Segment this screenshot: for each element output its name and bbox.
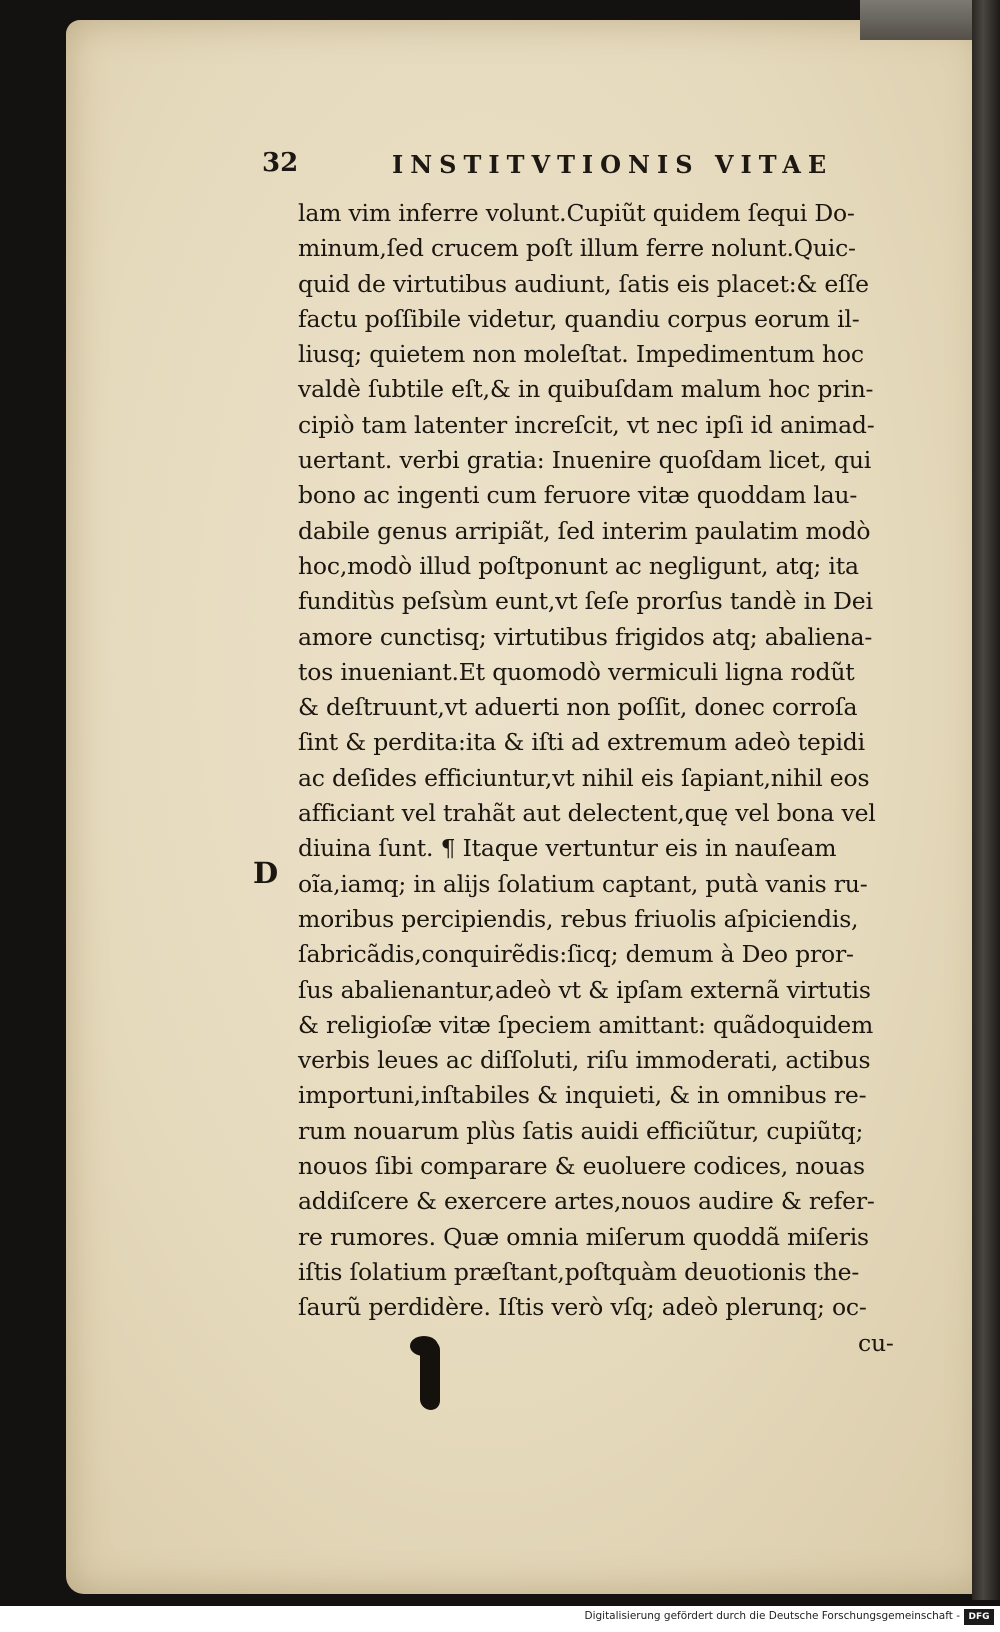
text-line: uertant. verbi gratia: Inuenire quoſdam licet, qui (298, 446, 872, 475)
text-line: dabile genus arripiãt, ſed interim paulatim modò (298, 516, 871, 545)
footer-credit: Digitalisierung gefördert durch die Deutsche Forschungsgemeinschaft - (584, 1610, 960, 1622)
text-line: re rumores. Quæ omnia miſerum quoddã miſeris (298, 1222, 869, 1251)
text-line: diuina ſunt. ¶ Itaque vertuntur eis in nauſeam (298, 834, 837, 863)
text-line: & deſtruunt,vt aduerti non poſſit, donec corroſa (298, 693, 858, 722)
text-line: verbis leues ac diſſoluti, riſu immoderati, actibus (298, 1046, 871, 1075)
text-line: valdè ſubtile eſt,& in quibuſdam malum hoc prin- (298, 375, 874, 404)
page-number: 32 (262, 148, 299, 178)
dfg-logo: DFG (964, 1609, 994, 1625)
text-line: addiſcere & exercere artes,nouos audire & refer- (298, 1187, 875, 1216)
text-line: ſint & perdita:ita & iſti ad extremum adeò tepidi (298, 728, 865, 757)
text-line: bono ac ingenti cum feruore vitæ quoddam lau- (298, 481, 858, 510)
text-line: factu poſſibile videtur, quandiu corpus eorum il- (298, 304, 860, 333)
ink-blot (420, 1340, 440, 1410)
page-edge (972, 0, 1000, 1600)
margin-letter: D (253, 856, 279, 890)
text-line: afficiant vel trahãt aut delectent,quę vel bona vel (298, 799, 876, 828)
text-line: minum,ſed crucem poſt illum ferre nolunt.Quic- (298, 234, 856, 263)
page-header (262, 148, 902, 184)
text-line: ſabricãdis,conquirẽdis:ſicq; demum à Deo pror- (298, 940, 854, 969)
text-line: ſus abalienantur,adeò vt & ipſam externã virtutis (298, 975, 871, 1004)
text-line: nouos ſibi comparare & euoluere codices, nouas (298, 1152, 865, 1181)
text-line: rum nouarum plùs ſatis auidi efficiũtur, cupiũtq; (298, 1116, 864, 1145)
text-line: tos inueniant.Et quomodò vermiculi ligna rodũt (298, 657, 855, 686)
text-line: lam vim inferre volunt.Cupiũt quidem ſequi Do- (298, 199, 855, 227)
text-line: moribus percipiendis, rebus friuolis aſpiciendis, (298, 904, 859, 933)
text-line: importuni,inſtabiles & inquieti, & in omnibus re- (298, 1081, 867, 1110)
footer-bar (0, 1606, 1000, 1632)
text-line: ac deſides efficiuntur,vt nihil eis ſapiant,nihil eos (298, 763, 870, 792)
text-line: cipiò tam latenter increſcit, vt nec ipſi id animad- (298, 410, 875, 439)
text-line: funditùs peſsùm eunt,vt ſeſe prorſus tandè in Dei (298, 587, 873, 616)
body-text (298, 196, 970, 1361)
text-line: quid de virtutibus audiunt, ſatis eis placet:& eſſe (298, 269, 869, 298)
running-head: INSTITVTIONIS VITAE (392, 150, 834, 179)
catchword: cu- (858, 1328, 894, 1357)
text-line: hoc,modò illud poſtponunt ac negligunt, atq; ita (298, 551, 859, 580)
text-line: liusq; quietem non moleſtat. Impedimentum hoc (298, 340, 864, 369)
text-line: & religioſæ vitæ ſpeciem amittant: quãdoquidem (298, 1010, 874, 1039)
text-line: oĩa,iamq; in alijs ſolatium captant, putà vanis ru- (298, 869, 868, 898)
text-line: amore cunctisq; virtutibus frigidos atq; abaliena- (298, 622, 873, 651)
text-line: iſtis ſolatium præſtant,poſtquàm deuotionis the- (298, 1257, 860, 1286)
text-line: ſaurũ perdidère. Iſtis verò vſq; adeò plerunq; oc- (298, 1293, 867, 1322)
